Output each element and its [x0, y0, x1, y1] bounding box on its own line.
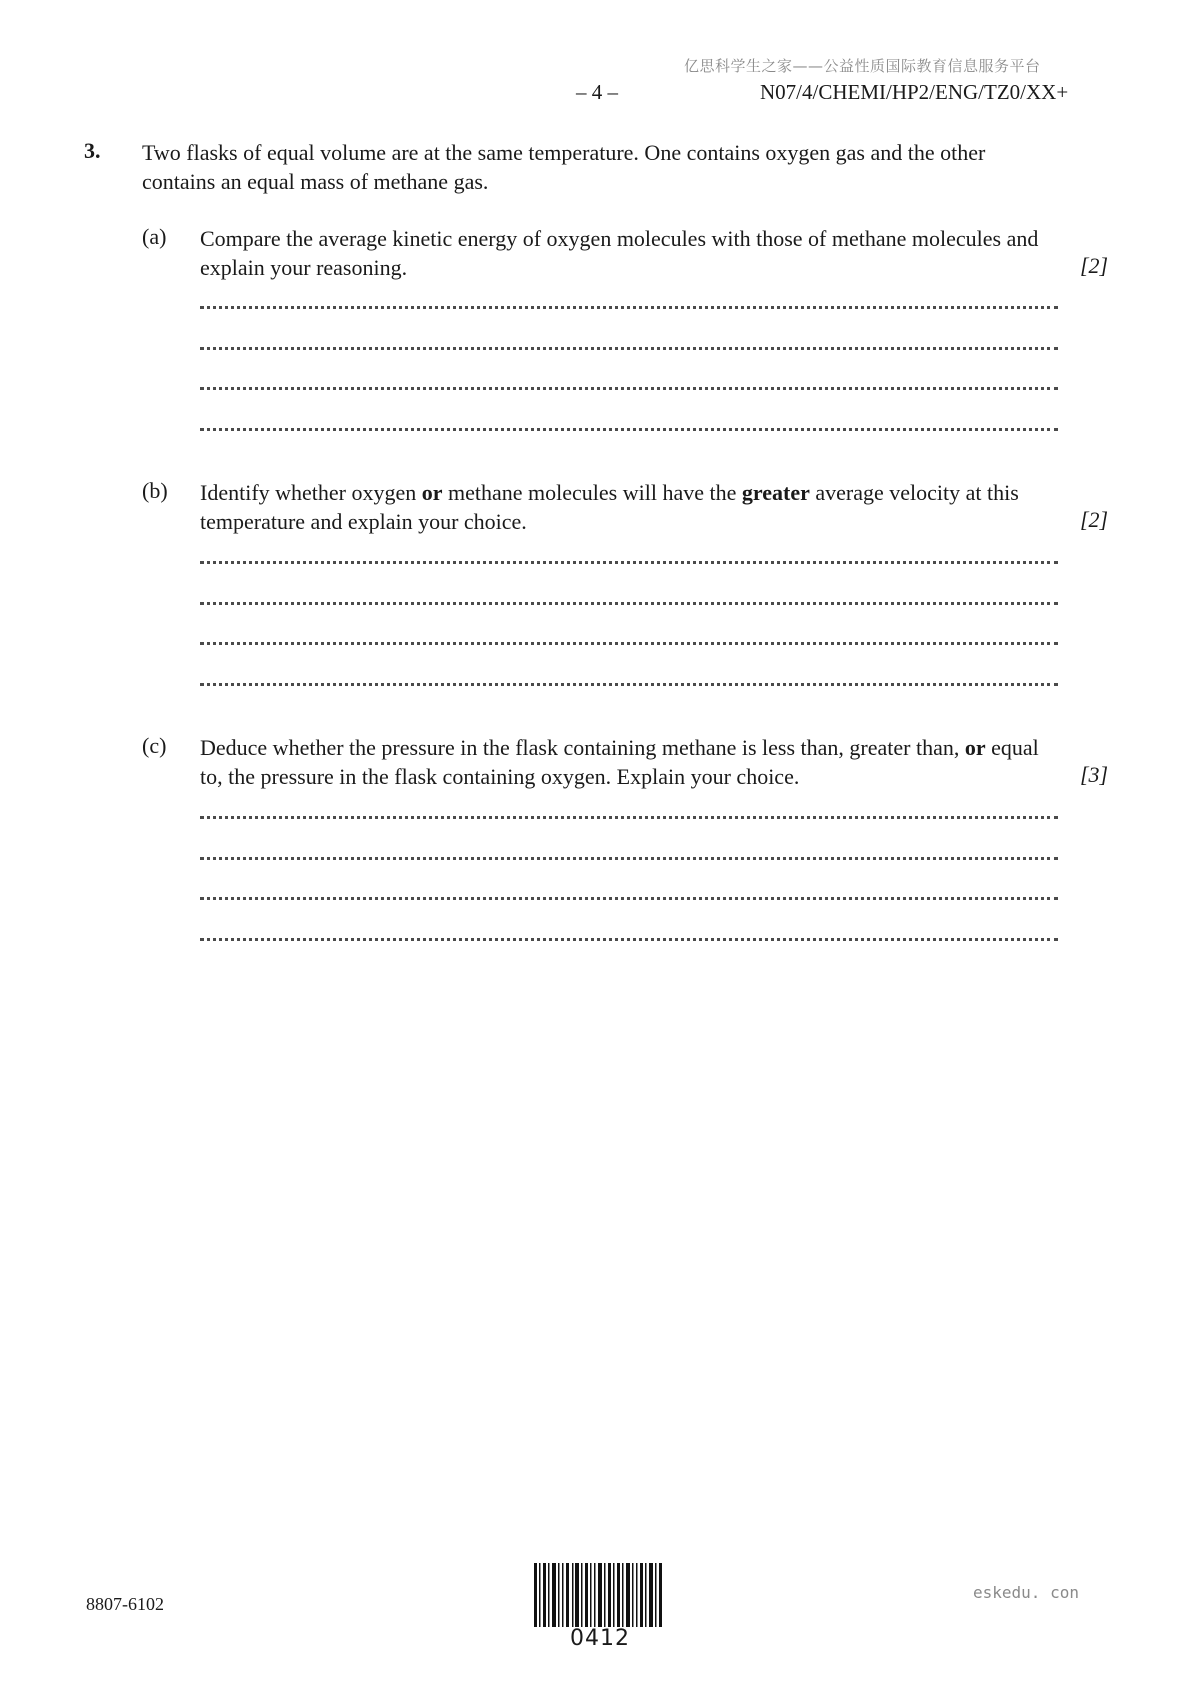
question-number: 3. [84, 138, 101, 163]
part-a-label: (a) [142, 224, 167, 249]
part-c-text-segment: equal to, the pressure in the flask containing oxygen. Explain your choice. [200, 735, 1039, 789]
paper-code: N07/4/CHEMI/HP2/ENG/TZ0/XX+ [760, 80, 1069, 104]
answer-line-c3[interactable] [200, 897, 1058, 900]
part-c-label: (c) [142, 733, 167, 758]
answer-line-b1[interactable] [200, 561, 1058, 564]
part-b-text-segment: average velocity at this temperature and explain your choice. [200, 480, 1019, 534]
part-b-emphasis-greater: greater [741, 480, 810, 505]
part-b-label: (b) [142, 478, 168, 503]
part-a-text-segment: Compare the average kinetic energy of oxygen molecules with those of methane molecules and explain your reasoning. [200, 226, 1039, 280]
part-b-text-segment: Identify whether oxygen [200, 480, 422, 505]
part-b-text-segment: methane molecules will have the [442, 480, 742, 505]
part-b-emphasis-or: or [421, 480, 443, 505]
answer-line-c4[interactable] [200, 938, 1058, 941]
part-c-emphasis-or: or [964, 735, 986, 760]
part-a-marks: [2] [1080, 253, 1109, 278]
answer-line-c2[interactable] [200, 857, 1058, 860]
part-c-marks: [3] [1080, 762, 1109, 787]
site-watermark: eskedu. con [973, 1583, 1079, 1602]
watermark-text: 亿思科学生之家——公益性质国际教育信息服务平台 [684, 57, 1041, 75]
part-a-text [200, 224, 1060, 282]
answer-line-a1[interactable] [200, 306, 1058, 309]
answer-line-b3[interactable] [200, 642, 1058, 645]
part-b-marks: [2] [1080, 507, 1109, 532]
document-code: 8807-6102 [86, 1594, 164, 1614]
answer-line-a4[interactable] [200, 428, 1058, 431]
page-number: – 4 – [576, 80, 618, 104]
part-b-text [200, 478, 1060, 536]
question-stem: Two flasks of equal volume are at the same temperature. One contains oxygen gas and the other contains an equal mass of methane gas. [142, 140, 986, 194]
answer-line-c1[interactable] [200, 816, 1058, 819]
barcode-image [534, 1563, 664, 1627]
barcode-number: 0412 [570, 1626, 630, 1651]
answer-line-a3[interactable] [200, 387, 1058, 390]
answer-line-a2[interactable] [200, 347, 1058, 350]
part-c-text [200, 733, 1060, 791]
part-c-text-segment: Deduce whether the pressure in the flask containing methane is less than, greater than, [200, 735, 965, 760]
answer-line-b4[interactable] [200, 683, 1058, 686]
answer-line-b2[interactable] [200, 602, 1058, 605]
